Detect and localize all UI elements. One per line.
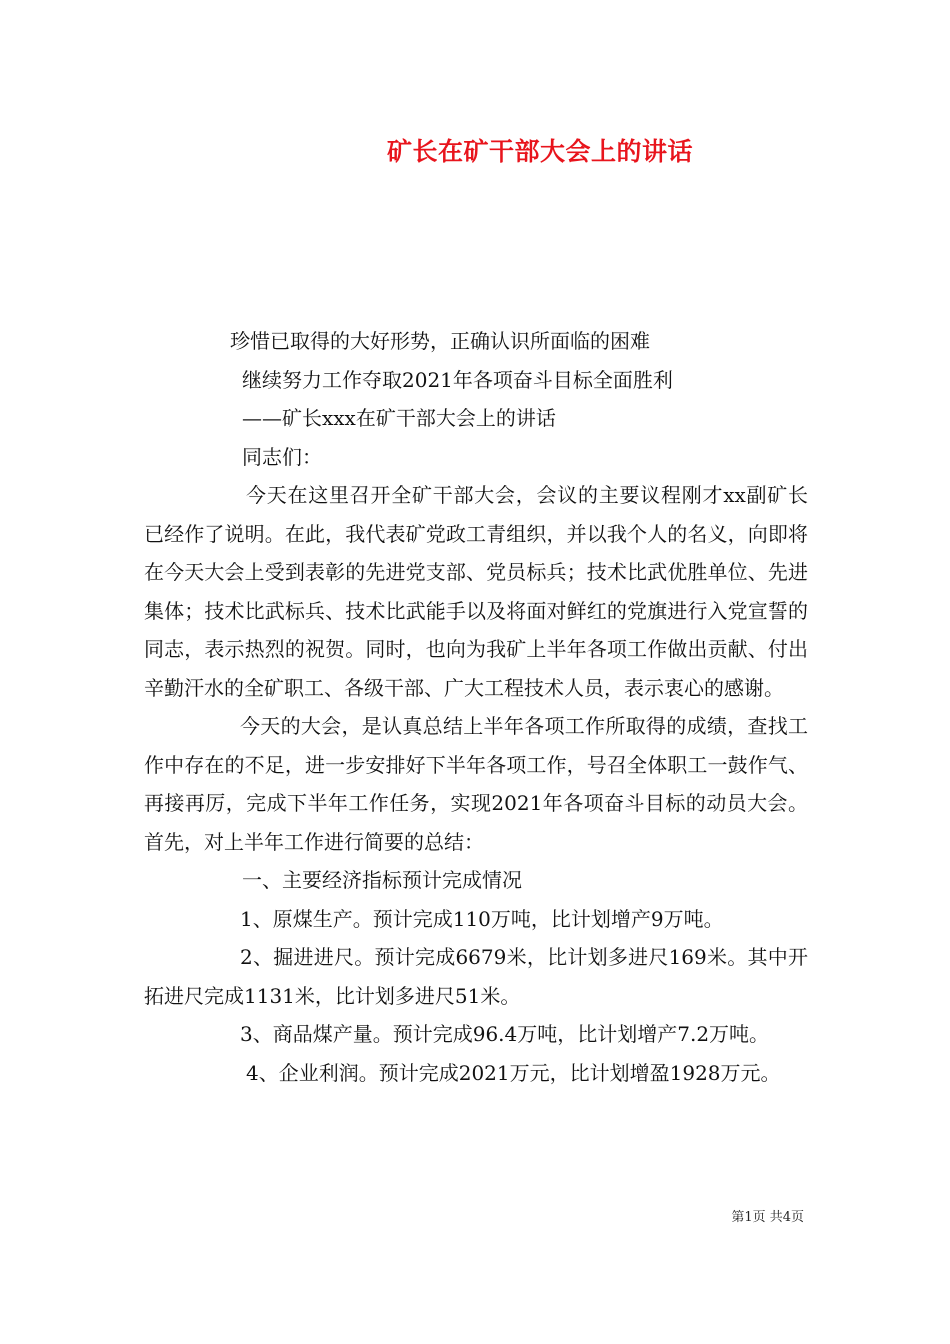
page-number: 第1页 共4页	[731, 1210, 804, 1225]
list-item: 3、商品煤产量。预计完成96.4万吨，比计划增产7.2万吨。	[240, 1022, 770, 1046]
list-item: 1、原煤生产。预计完成110万吨，比计划增产9万吨。	[240, 906, 724, 931]
section-heading: 一、主要经济指标预计完成情况	[242, 868, 522, 892]
list-item: 4、企业利润。预计完成2021万元，比计划增盈1928万元。	[246, 1060, 781, 1085]
byline: ——矿长xxx在矿干部大会上的讲话	[242, 406, 556, 430]
document-title: 矿长在矿干部大会上的讲话	[386, 137, 693, 166]
subtitle-line-2: 继续努力工作夺取2021年各项奋斗目标全面胜利	[242, 367, 673, 392]
subtitle-line-1: 珍惜已取得的大好形势，正确认识所面临的困难	[230, 329, 650, 353]
body-paragraph: 今天在这里召开全矿干部大会，会议的主要议程刚才xx副矿长已经作了说明。在此，我代表矿党政工青组织，并以我个人的名义，向即将在今天大会上受到表彰的先进党支部、党员标兵；技术比武优胜单位、先进集体；技术比武标兵、技术比武能手以及将面对鲜红的党旗进行入党宣誓的同志，表示热烈的祝贺。同时，也向为我矿上半年各项工作做出贡献、付出辛勤汗水的全矿职工、各级干部、广大工程技术人员，表示衷心的感谢。	[144, 483, 808, 700]
document-body	[144, 322, 808, 1092]
list-item: 2、掘进进尺。预计完成6679米，比计划多进尺169米。其中开拓进尺完成1131米，比计划多进尺51米。	[144, 945, 808, 1008]
body-paragraph: 今天的大会，是认真总结上半年各项工作所取得的成绩，查找工作中存在的不足，进一步安排好下半年各项工作，号召全体职工一鼓作气、再接再厉，完成下半年工作任务，实现2021年各项奋斗目标的动员大会。首先，对上半年工作进行简要的总结：	[144, 714, 808, 854]
greeting: 同志们：	[242, 444, 322, 469]
